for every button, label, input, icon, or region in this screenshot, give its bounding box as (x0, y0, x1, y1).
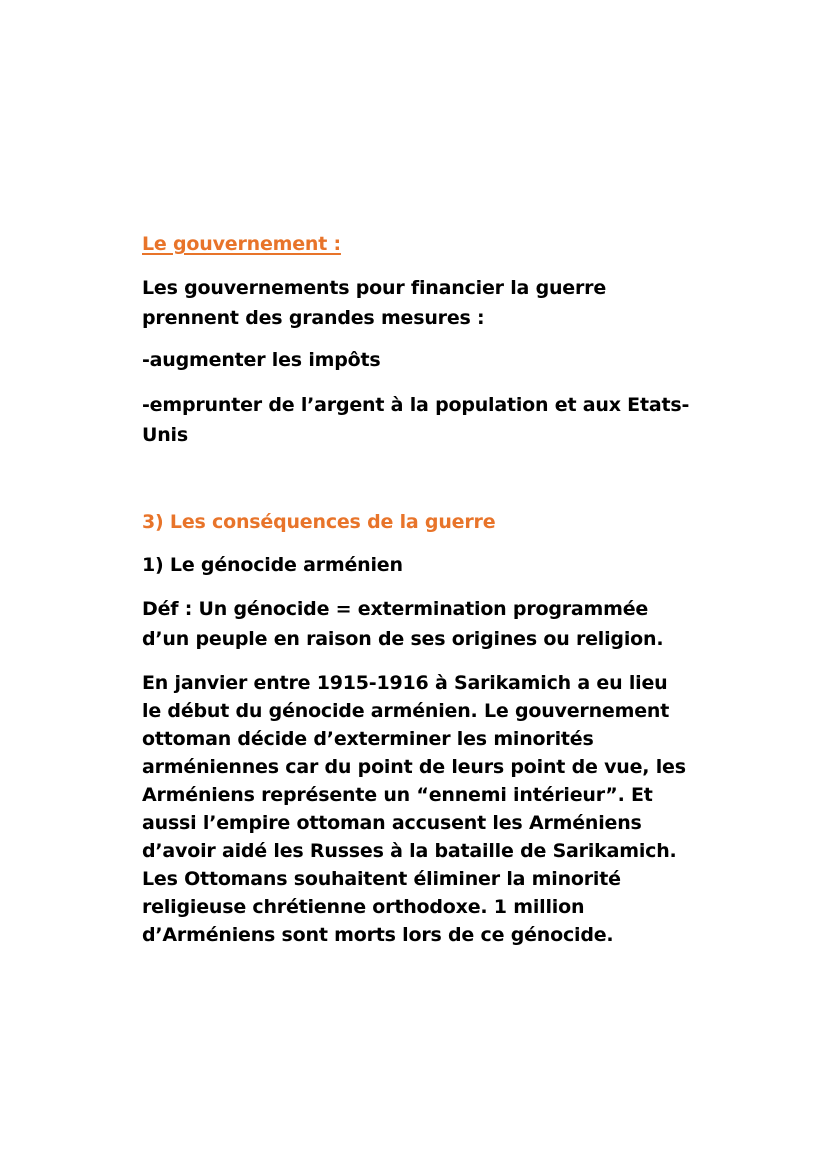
genocide-body: En janvier entre 1915-1916 à Sarikamich a eu lieu le début du génocide arménien. Le gouvernement ottoman décide d’exterminer les minorités arméniennes car du point de leurs point de vue, les Arméniens représente un “ennemi intérieur”. Et aussi l’empire ottoman accusent les Arméniens d’avoir aidé les Russes à la bataille de Sarikamich. Les Ottomans souhaitent éliminer la minorité religieuse chrétienne orthodoxe. 1 million d’Arméniens sont morts lors de ce génocide. (142, 672, 686, 946)
genocide-definition: Déf : Un génocide = extermination programmée d’un peuple en raison de ses origines ou religion. (142, 598, 664, 650)
government-intro: Les gouvernements pour financier la guerre prennent des grandes mesures : (142, 277, 607, 329)
genocide-subheading: 1) Le génocide arménien (142, 554, 403, 576)
consequences-heading: 3) Les conséquences de la guerre (142, 511, 496, 533)
measure-taxes: -augmenter les impôts (142, 349, 381, 371)
measure-borrow: -emprunter de l’argent à la population et aux Etats- Unis (142, 394, 690, 446)
government-heading: Le gouvernement : (142, 233, 341, 255)
